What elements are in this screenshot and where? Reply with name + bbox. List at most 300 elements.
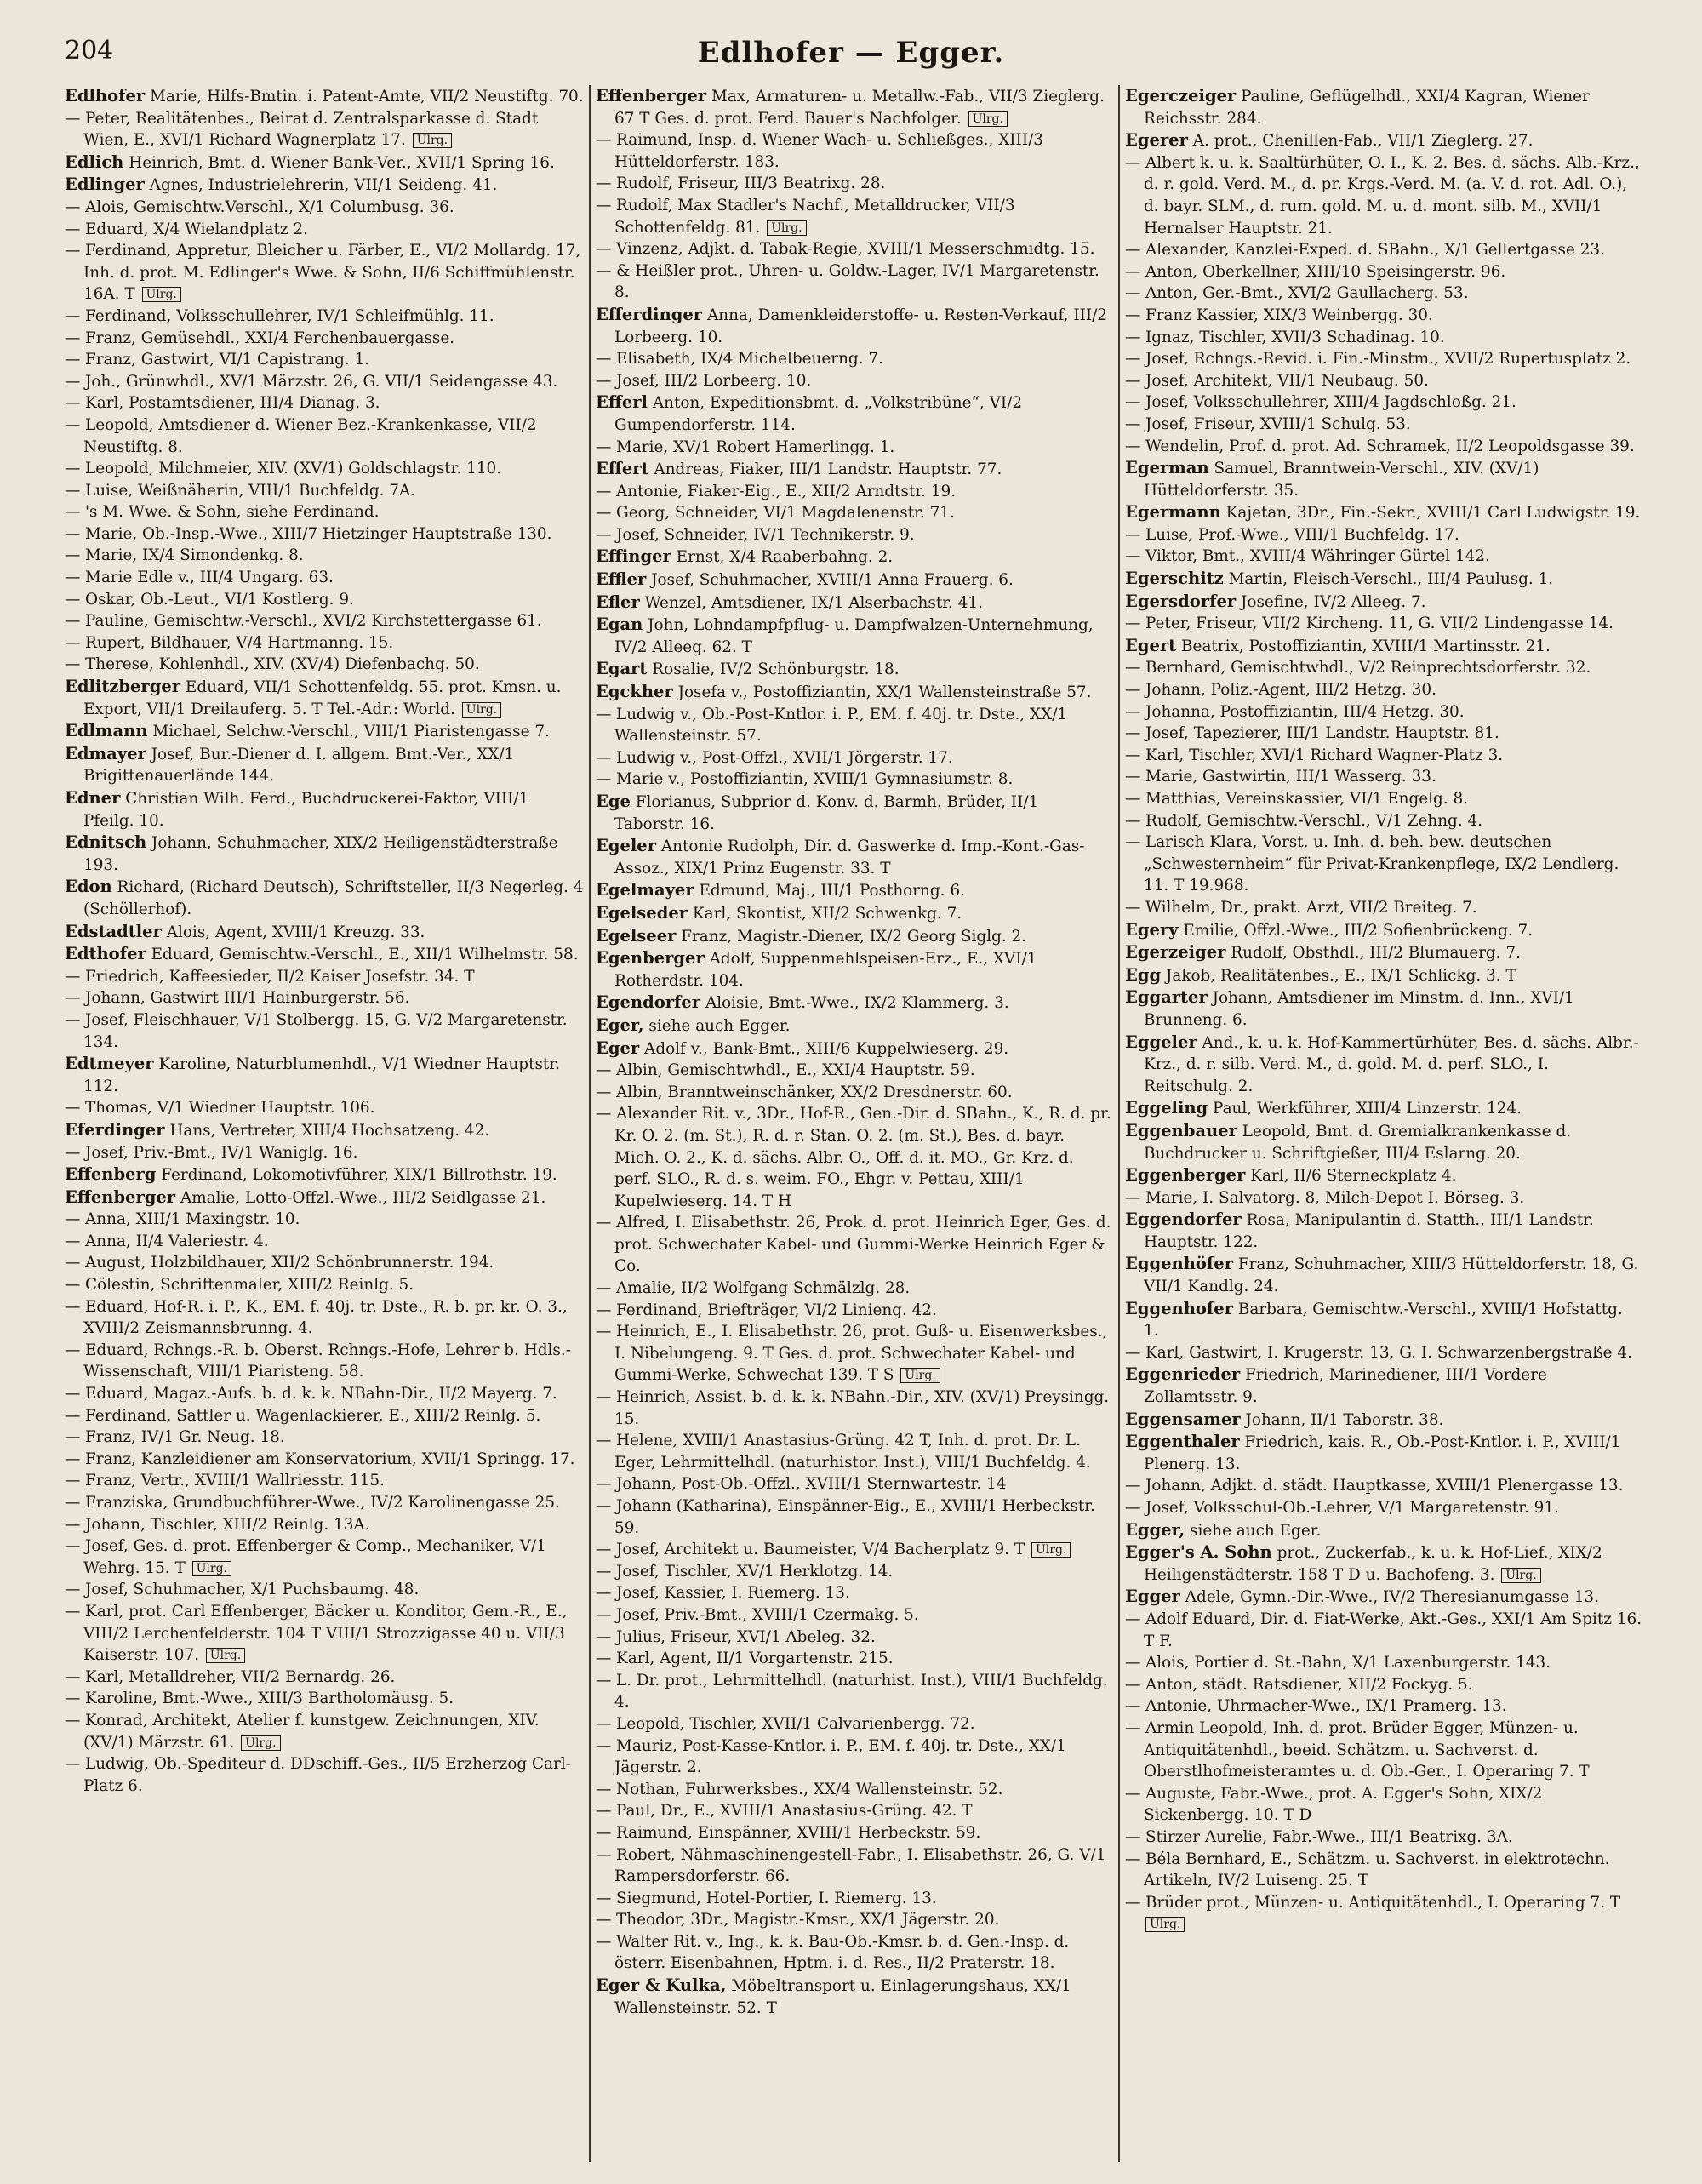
ditto-dash: — <box>596 1889 612 1907</box>
entry-text: Paul, Werkführer, XIII/4 Linzerstr. 124. <box>1213 1100 1522 1118</box>
entry-text: Robert, Nähmaschinengestell-Fabr., I. Elisabethstr. 26, G. V/1 Rampersdorferstr. 66. <box>614 1845 1106 1886</box>
directory-entry <box>1125 964 1642 987</box>
entry-text: Elisabeth, IX/4 Michelbeuerng. 7. <box>616 350 883 369</box>
entry-text: Antonie, Fiaker-Eig., E., XII/2 Arndtstr. 19. <box>616 482 957 500</box>
ditto-dash: — <box>65 1297 81 1316</box>
entry-text: Johann, Tischler, XIII/2 Reinlg. 13A. <box>85 1515 370 1534</box>
entry-text: Michael, Selchw.-Verschl., VIII/1 Piaristengasse 7. <box>152 723 550 741</box>
directory-entry <box>1125 283 1642 305</box>
directory-entry <box>1125 568 1642 591</box>
entry-surname: Eggenthaler <box>1125 1432 1240 1452</box>
entry-text: Bernhard, Gemischtwhdl., V/2 Reinprechtsdorferstr. 32. <box>1145 659 1591 677</box>
entry-text: Martin, Fleisch-Verschl., III/4 Paulusg. 1. <box>1228 570 1554 589</box>
ditto-dash: — <box>596 1780 612 1798</box>
ditto-dash: — <box>1125 437 1141 455</box>
entry-surname: Edlinger <box>65 174 145 195</box>
entry-surname: Egger <box>1125 1587 1180 1607</box>
directory-entry <box>1125 152 1642 239</box>
entry-text: Karl, Agent, II/1 Vorgartenstr. 215. <box>616 1649 894 1668</box>
entry-text: Marie, XV/1 Robert Hamerlingg. 1. <box>616 437 895 456</box>
ditto-dash: — <box>65 306 81 325</box>
entry-surname: Egger, <box>1125 1519 1185 1540</box>
entry-text: Helene, XVIII/1 Anastasius-Grüng. 42 T, Inh. d. prot. Dr. L. Eger, Lehrmittelhdl. (naturhistor. Inst.), VIII/1 Buchfeldg. 4. <box>614 1432 1091 1472</box>
entry-text: Leopold, Tischler, XVII/1 Calvarienbergg. 72. <box>616 1714 975 1733</box>
running-head: Edlhofer — Egger. <box>697 36 1005 70</box>
directory-entry <box>1125 1475 1642 1497</box>
ditto-dash: — <box>65 460 81 478</box>
entry-surname: Egger's A. Sohn <box>1125 1542 1272 1563</box>
ditto-dash: — <box>596 504 612 523</box>
entry-text: Johann, Post-Ob.-Offzl., XVIII/1 Sternwartestr. 14 <box>616 1475 1007 1494</box>
directory-columns <box>60 85 1649 2162</box>
ditto-dash: — <box>65 546 81 565</box>
directory-entry <box>596 1300 1113 1322</box>
directory-entry <box>596 614 1113 658</box>
entry-surname: Efferl <box>596 392 648 413</box>
directory-entry <box>65 197 584 219</box>
directory-entry <box>1125 1718 1642 1783</box>
directory-entry <box>596 704 1113 747</box>
entry-surname: Effler <box>596 569 647 590</box>
ditto-dash: — <box>1125 1477 1141 1495</box>
ditto-dash: — <box>1125 790 1141 808</box>
directory-entry <box>65 1405 584 1427</box>
entry-text: Alfred, I. Elisabethstr. 26, Prok. d. prot. Heinrich Eger, Ges. d. prot. Schwechater Kabel- und Gummi-Werke Heinrich Eger & Co. <box>614 1214 1111 1276</box>
entry-surname: Egan <box>596 615 643 635</box>
directory-entry <box>1125 1892 1642 1935</box>
entry-text: Florianus, Subprior d. Konv. d. Barmh. Brüder, II/1 Taborstr. 16. <box>614 793 1039 833</box>
entry-text: Agnes, Industrielehrerin, VII/1 Seideng. 41. <box>149 176 498 195</box>
entry-surname: Ege <box>596 792 631 811</box>
ditto-dash: — <box>596 350 612 369</box>
directory-entry <box>596 925 1113 948</box>
directory-entry <box>65 1231 584 1253</box>
entry-text: Leopold, Milchmeier, XIV. (XV/1) Goldschlagstr. 110. <box>85 460 502 478</box>
ditto-dash: — <box>1125 615 1141 633</box>
directory-entry <box>65 1535 584 1579</box>
entry-surname: Edtmeyer <box>65 1054 154 1074</box>
entry-text: Josef, Priv.-Bmt., IV/1 Waniglg. 16. <box>85 1143 358 1162</box>
directory-entry <box>1125 832 1642 897</box>
directory-entry <box>1125 745 1642 767</box>
directory-entry <box>1125 1097 1642 1120</box>
entry-text: Karl, Metalldreher, VII/2 Bernardg. 26. <box>85 1667 396 1686</box>
directory-entry <box>596 1038 1113 1061</box>
ditto-dash: — <box>1125 1850 1141 1868</box>
ditto-dash: — <box>596 174 612 193</box>
entry-text: Heinrich, Bmt. d. Wiener Bank-Ver., XVII/1 Spring 16. <box>129 153 555 172</box>
entry-text: Friedrich, kais. R., Ob.-Post-Kntlor. i. P., XVIII/1 Plenerg. 13. <box>1144 1433 1621 1473</box>
entry-surname: Egckher <box>596 682 673 702</box>
entry-text: Josef, Volksschul-Ob.-Lehrer, V/1 Margaretenstr. 91. <box>1145 1499 1559 1517</box>
directory-entry <box>596 1670 1113 1713</box>
entry-surname: Ednitsch <box>65 832 147 853</box>
entry-surname: Egendorfer <box>596 992 701 1013</box>
entry-text: Antonie Rudolph, Dir. d. Gaswerke d. Imp.-Kont.-Gas-Assoz., XIX/1 Prinz Eugenstr. 33. T <box>614 838 1085 878</box>
entry-text: Ferdinand, Sattler u. Wagenlackierer, E., XIII/2 Reinlg. 5. <box>85 1406 541 1425</box>
entry-text: Anton, Oberkellner, XIII/10 Speisingerstr. 96. <box>1145 262 1506 281</box>
page-header <box>60 36 1642 77</box>
ditto-dash: — <box>65 503 81 522</box>
ditto-dash: — <box>65 1755 81 1774</box>
directory-entry <box>1125 1120 1642 1164</box>
entry-text: Josef, III/2 Lorbeerg. 10. <box>616 371 812 390</box>
entry-text: Josef, Architekt, VII/1 Neubaug. 50. <box>1145 371 1429 390</box>
entry-text: Anna, Damenkleiderstoffe- u. Resten-Verkauf, III/2 Lorbeerg. 10. <box>614 306 1108 346</box>
entry-surname: Egelseder <box>596 902 688 923</box>
column-middle <box>589 85 1118 2162</box>
entry-surname: Eggarter <box>1125 987 1208 1008</box>
directory-entry <box>65 987 584 1009</box>
directory-entry <box>65 966 584 988</box>
ditto-dash: — <box>65 967 81 986</box>
ditto-dash: — <box>596 1323 612 1341</box>
entry-surname: Egery <box>1125 919 1179 940</box>
directory-entry <box>596 1975 1113 2019</box>
entry-text: Auguste, Fabr.-Wwe., prot. A. Egger's Sohn, XIX/2 Sickenbergg. 10. T D <box>1144 1784 1543 1825</box>
directory-entry <box>596 1648 1113 1670</box>
entry-text: Matthias, Vereinskassier, VI/1 Engelg. 8. <box>1145 790 1469 808</box>
directory-entry <box>596 835 1113 879</box>
entry-text: Johann, Poliz.-Agent, III/2 Hetzg. 30. <box>1145 681 1436 700</box>
directory-entry <box>596 392 1113 436</box>
ditto-dash: — <box>596 1562 612 1581</box>
entry-text: prot., Zuckerfab., k. u. k. Hof-Lief., XIX/2 Heiligenstädterstr. 158 T D u. Bachofeng. 3. <box>1144 1544 1602 1584</box>
ditto-dash: — <box>65 1385 81 1404</box>
entry-text: Jakob, Realitätenbes., E., IX/1 Schlickg. 3. T <box>1166 966 1516 985</box>
directory-entry <box>1125 546 1642 568</box>
directory-entry <box>65 306 584 328</box>
entry-surname: Eggenberger <box>1125 1165 1246 1186</box>
directory-entry <box>596 348 1113 370</box>
entry-text: & Heißler prot., Uhren- u. Goldw.-Lager, IV/1 Margaretenstr. 8. <box>614 261 1099 302</box>
directory-entry <box>1125 1586 1642 1609</box>
entry-text: Ferdinand, Briefträger, VI/2 Linieng. 42. <box>616 1301 937 1319</box>
entry-text: Friedrich, Kaffeesieder, II/2 Kaiser Josefstr. 34. T <box>85 967 475 986</box>
directory-entry <box>596 1212 1113 1278</box>
entry-text: Pauline, Gemischtw.-Verschl., XVI/2 Kirchstettergasse 61. <box>85 612 542 631</box>
ditto-dash: — <box>65 1449 81 1468</box>
directory-entry <box>1125 1431 1642 1475</box>
directory-entry <box>596 747 1113 769</box>
ditto-dash: — <box>65 220 81 238</box>
entry-text: A. prot., Chenillen-Fab., VII/1 Zieglerg. 27. <box>1192 132 1534 151</box>
reference-stamp: Ulrg. <box>241 1735 280 1751</box>
entry-text: Adele, Gymn.-Dir.-Wwe., IV/2 Theresianumgasse 13. <box>1185 1588 1599 1607</box>
entry-text: Alois, Agent, XVIII/1 Kreuzg. 33. <box>166 923 426 941</box>
ditto-dash: — <box>65 1689 81 1708</box>
directory-entry <box>65 1053 584 1097</box>
directory-entry <box>1125 457 1642 501</box>
ditto-dash: — <box>65 989 81 1008</box>
column-right <box>1118 85 1648 2162</box>
directory-entry <box>1125 414 1642 436</box>
ditto-dash: — <box>1125 1827 1141 1846</box>
ditto-dash: — <box>65 1276 81 1295</box>
directory-entry <box>596 524 1113 546</box>
ditto-dash: — <box>65 394 81 413</box>
entry-surname: Efferdinger <box>596 304 703 324</box>
entry-text: Friedrich, Marinediener, III/1 Vordere Zollamtsstr. 9. <box>1144 1366 1547 1407</box>
entry-surname: Eggenhöfer <box>1125 1254 1233 1274</box>
directory-entry <box>65 876 584 920</box>
entry-text: Marie, Gastwirtin, III/1 Wasserg. 33. <box>1145 768 1436 786</box>
directory-entry <box>1125 1827 1642 1849</box>
entry-text: Josef, Friseur, XVIII/1 Schulg. 53. <box>1145 415 1411 433</box>
entry-surname: Edlmann <box>65 721 148 741</box>
entry-text: Adolf, Suppenmehlspeisen-Erz., E., XVI/1 Rotherdstr. 104. <box>614 950 1037 990</box>
entry-text: Konrad, Architekt, Atelier f. kunstgew. Zeichnungen, XIV. (XV/1) Märzstr. 61. <box>83 1711 540 1752</box>
directory-entry <box>65 108 584 152</box>
directory-entry <box>1125 348 1642 370</box>
directory-entry <box>65 501 584 523</box>
entry-text: Ludwig v., Ob.-Post-Kntlor. i. P., EM. f. 40j. tr. Dste., XX/1 Wallensteinstr. 57. <box>614 705 1068 746</box>
entry-text: Armin Leopold, Inh. d. prot. Brüder Egger, Münzen- u. Antiquitätenhdl., beeid. Schätzm. u. Sachverst. d. Oberstlhofmeisteramtes u. d. Ob.-Ger., I. Operaring 7. T <box>1144 1718 1590 1781</box>
entry-text: Alois, Gemischtw.Verschl., X/1 Columbusg. 36. <box>85 197 454 216</box>
directory-entry <box>596 85 1113 129</box>
directory-entry <box>65 349 584 371</box>
ditto-dash: — <box>65 1515 81 1534</box>
entry-text: siehe auch Egger. <box>648 1016 791 1035</box>
directory-entry <box>65 240 584 306</box>
entry-surname: Eggendorfer <box>1125 1209 1242 1230</box>
entry-surname: Egg <box>1125 964 1162 985</box>
entry-text: Karl, Postamtsdiener, III/4 Dianag. 3. <box>85 394 380 413</box>
directory-entry <box>1125 1695 1642 1718</box>
directory-entry <box>596 1386 1113 1430</box>
entry-surname: Egerschitz <box>1125 569 1224 589</box>
ditto-dash: — <box>65 109 81 128</box>
ditto-dash: — <box>596 1475 612 1494</box>
directory-entry <box>596 481 1113 503</box>
entry-surname: Egerman <box>1125 458 1209 478</box>
directory-entry <box>1125 657 1642 679</box>
directory-entry <box>65 415 584 458</box>
entry-surname: Egeler <box>596 836 656 856</box>
entry-text: Eduard, Gemischtw.-Verschl., E., XII/1 Wilhelmstr. 58. <box>151 946 579 964</box>
ditto-dash: — <box>1125 898 1141 917</box>
entry-text: Josef, Bur.-Diener d. I. allgem. Bmt.-Ver., XX/1 Brigittenauerlände 144. <box>83 745 515 786</box>
ditto-dash: — <box>1125 350 1141 369</box>
ditto-dash: — <box>596 261 612 280</box>
entry-text: Josef, Tapezierer, III/1 Landstr. Hauptstr. 81. <box>1145 724 1499 743</box>
entry-surname: Egersdorfer <box>1125 591 1237 611</box>
directory-entry <box>1125 1164 1642 1187</box>
directory-entry <box>65 832 584 876</box>
entry-text: Alois, Portier d. St.-Bahn, X/1 Laxenburgerstr. 143. <box>1145 1654 1551 1672</box>
directory-entry <box>596 1103 1113 1212</box>
ditto-dash: — <box>596 1649 612 1668</box>
entry-text: Marie, IX/4 Simondenkg. 8. <box>85 546 304 565</box>
directory-entry <box>1125 501 1642 524</box>
entry-surname: Egelmayer <box>596 880 694 900</box>
ditto-dash: — <box>65 1232 81 1250</box>
ditto-dash: — <box>596 1301 612 1319</box>
ditto-dash: — <box>596 1214 612 1232</box>
directory-entry <box>1125 436 1642 458</box>
ditto-dash: — <box>65 1099 81 1118</box>
ditto-dash: — <box>596 1584 612 1603</box>
entry-surname: Effenberger <box>65 1186 176 1207</box>
ditto-dash: — <box>65 1210 81 1229</box>
entry-text: Ferdinand, Appretur, Bleicher u. Färber, E., VI/2 Mollardg. 17, Inh. d. prot. M. Edlinger's Wwe. & Sohn, II/6 Schiffmühlenstr. 16A. T <box>83 242 581 304</box>
ditto-dash: — <box>65 1711 81 1729</box>
directory-entry <box>596 569 1113 592</box>
entry-text: Rupert, Bildhauer, V/4 Hartmanng. 15. <box>85 633 394 652</box>
ditto-dash: — <box>1125 746 1141 764</box>
entry-text: Theodor, 3Dr., Magistr.-Kmsr., XX/1 Jägerstr. 20. <box>616 1911 1000 1930</box>
entry-text: Andreas, Fiaker, III/1 Landstr. Hauptstr. 77. <box>654 460 1002 479</box>
directory-entry <box>596 658 1113 681</box>
ditto-dash: — <box>1125 547 1141 566</box>
directory-entry <box>1125 1519 1642 1542</box>
directory-entry <box>596 437 1113 459</box>
directory-entry <box>596 1844 1113 1888</box>
ditto-dash: — <box>1125 1697 1141 1716</box>
directory-entry <box>1125 1342 1642 1364</box>
directory-entry <box>65 1753 584 1797</box>
ditto-dash: — <box>1125 1654 1141 1672</box>
entry-text: And., k. u. k. Hof-Kammertürhüter, Bes. d. sächs. Albr.-Krz., d. r. silb. Verd. M., d. gold. M. d. perf. SLO., I. Reitschulg. 2. <box>1144 1033 1639 1095</box>
ditto-dash: — <box>1125 371 1141 390</box>
entry-text: Vinzenz, Adjkt. d. Tabak-Regie, XVIII/1 Messerschmidtg. 15. <box>616 240 1095 259</box>
directory-entry <box>1125 635 1642 658</box>
directory-entry <box>596 260 1113 304</box>
entry-surname: Edlich <box>65 152 124 172</box>
reference-stamp: Ulrg. <box>767 220 806 236</box>
directory-entry <box>596 592 1113 615</box>
directory-entry <box>1125 613 1642 635</box>
directory-entry <box>1125 788 1642 810</box>
ditto-dash: — <box>596 748 612 767</box>
entry-text: Edmund, Maj., III/1 Posthorng. 6. <box>699 882 965 900</box>
entry-text: Stirzer Aurelie, Fabr.-Wwe., III/1 Beatrixg. 3A. <box>1145 1827 1513 1846</box>
ditto-dash: — <box>1125 724 1141 743</box>
ditto-dash: — <box>65 415 81 434</box>
entry-text: Anton, Expeditionsbmt. d. „Volkstribüne“, VI/2 Gumpendorferstr. 114. <box>614 394 1023 434</box>
directory-entry <box>65 1710 584 1753</box>
entry-surname: Egart <box>596 659 648 679</box>
entry-text: Marie, Ob.-Insp.-Wwe., XIII/7 Hietzinger Hauptstraße 130. <box>85 524 552 543</box>
entry-text: L. Dr. prot., Lehrmittelhdl. (naturhist. Inst.), VIII/1 Buchfeldg. 4. <box>614 1671 1108 1712</box>
entry-text: Möbeltransport u. Einlagerungshaus, XX/1 Wallensteinstr. 52. T <box>614 1977 1071 2017</box>
entry-text: Johanna, Postoffiziantin, III/4 Hetzg. 30. <box>1145 702 1465 721</box>
directory-entry <box>65 1579 584 1601</box>
ditto-dash: — <box>596 525 612 544</box>
entry-text: Heinrich, Assist. b. d. k. k. NBahn.-Dir., XIV. (XV/1) Preysingg. 15. <box>614 1388 1110 1428</box>
entry-surname: Edmayer <box>65 743 146 763</box>
directory-entry <box>1125 941 1642 964</box>
entry-text: 's M. Wwe. & Sohn, siehe Ferdinand. <box>85 503 380 522</box>
directory-entry <box>596 502 1113 524</box>
ditto-dash: — <box>596 705 612 723</box>
page-number: 204 <box>65 36 114 66</box>
entry-text: Richard, (Richard Deutsch), Schriftsteller, II/3 Negerleg. 4 (Schöllerhof). <box>83 878 584 918</box>
directory-entry <box>1125 1849 1642 1892</box>
directory-entry <box>596 1430 1113 1473</box>
ditto-dash: — <box>65 351 81 369</box>
directory-entry <box>65 720 584 743</box>
directory-entry <box>65 1688 584 1710</box>
directory-entry <box>65 371 584 393</box>
entry-text: Hans, Vertreter, XIII/4 Hochsatzeng. 42. <box>169 1121 490 1140</box>
entry-text: Peter, Friseur, VII/2 Kircheng. 11, G. VII/2 Lindengasse 14. <box>1145 615 1613 633</box>
reference-stamp: Ulrg. <box>142 287 181 302</box>
ditto-dash: — <box>65 1010 81 1029</box>
entry-text: Josef, Kassier, I. Riemerg. 13. <box>616 1584 850 1603</box>
directory-entry <box>596 1321 1113 1386</box>
entry-text: Viktor, Bmt., XVIII/4 Währinger Gürtel 142. <box>1145 547 1490 566</box>
ditto-dash: — <box>65 1341 81 1359</box>
ditto-dash: — <box>596 482 612 500</box>
entry-text: Kajetan, 3Dr., Fin.-Sekr., XVIII/1 Carl Ludwigstr. 19. <box>1225 504 1641 523</box>
directory-entry <box>1125 1364 1642 1408</box>
entry-text: Johann, Schuhmacher, XIX/2 Heiligenstädterstraße 193. <box>83 834 558 874</box>
directory-entry <box>596 1278 1113 1300</box>
reference-stamp: Ulrg. <box>900 1368 940 1383</box>
entry-text: Adolf Eduard, Dir. d. Fiat-Werke, Akt.-Ges., XXI/1 Am Spitz 16. T F. <box>1144 1609 1642 1650</box>
ditto-dash: — <box>596 1845 612 1864</box>
ditto-dash: — <box>1125 525 1141 544</box>
directory-entry <box>1125 370 1642 392</box>
entry-text: Max, Armaturen- u. Metallw.-Fab., VII/3 Zieglerg. 67 T Ges. d. prot. Ferd. Bauer's Nachfolger. <box>614 88 1105 128</box>
directory-entry <box>596 1495 1113 1539</box>
directory-entry <box>596 1015 1113 1038</box>
entry-text: Mauriz, Post-Kasse-Kntlor. i. P., EM. f. 40j. tr. Dste., XX/1 Jägerstr. 2. <box>614 1736 1066 1777</box>
entry-text: Josef, Rchngs.-Revid. i. Fin.-Minstm., XVII/2 Rupertusplatz 2. <box>1145 350 1631 369</box>
directory-entry <box>1125 810 1642 832</box>
ditto-dash: — <box>65 1494 81 1512</box>
entry-text: Marie v., Postoffiziantin, XVIII/1 Gymnasiumstr. 8. <box>616 770 1014 789</box>
entry-text: Franz, Magistr.-Diener, IX/2 Georg Siglg. 2. <box>681 927 1027 946</box>
directory-entry <box>65 921 584 944</box>
directory-entry <box>596 304 1113 348</box>
directory-entry <box>1125 701 1642 723</box>
directory-entry <box>1125 1783 1642 1827</box>
entry-text: Oskar, Ob.-Leut., VI/1 Kostlerg. 9. <box>85 590 354 609</box>
directory-entry <box>65 480 584 502</box>
ditto-dash: — <box>1125 1343 1141 1362</box>
ditto-dash: — <box>1125 306 1141 324</box>
entry-text: Rudolf, Friseur, III/3 Beatrixg. 28. <box>616 174 886 193</box>
directory-entry <box>65 523 584 546</box>
ditto-dash: — <box>596 1911 612 1930</box>
entry-text: Rudolf, Max Stadler's Nachf., Metalldrucker, VII/3 Schottenfeldg. 81. <box>614 196 1015 237</box>
entry-text: Josef, Architekt u. Baumeister, V/4 Bacherplatz 9. T <box>616 1541 1025 1559</box>
directory-entry <box>596 129 1113 173</box>
directory-entry <box>596 195 1113 238</box>
ditto-dash: — <box>596 1497 612 1515</box>
entry-text: Alexander Rit. v., 3Dr., Hof-R., Gen.-Dir. d. SBahn., K., R. d. pr. Kr. O. 2. (m. St.), R. d. r. Stan. O. 2. (m. St.), Bes. d. bayr. Mich. O. 2., K. d. sächs. Albr. O., Off. d. it. MO., Gr. Krz. d. perf. SLO., R. d. s. weim. FO., Ehgr. v. Pettau, XIII/1 Kupelwieserg. 14. T H <box>614 1105 1111 1210</box>
ditto-dash: — <box>65 524 81 543</box>
entry-text: Rudolf, Obsthdl., III/2 Blumauerg. 7. <box>1231 944 1521 963</box>
ditto-dash: — <box>65 1667 81 1686</box>
directory-entry <box>65 1470 584 1492</box>
ditto-dash: — <box>1125 702 1141 721</box>
directory-entry <box>65 943 584 966</box>
entry-text: Franz, Gemüsehdl., XXI/4 Ferchenbauergasse. <box>85 329 455 347</box>
entry-text: Marie, Hilfs-Bmtin. i. Patent-Amte, VII/2 Neustiftg. 70. <box>150 88 584 106</box>
directory-entry <box>596 1800 1113 1822</box>
entry-text: Barbara, Gemischtw.-Verschl., XVIII/1 Hofstattg. 1. <box>1144 1300 1623 1341</box>
entry-surname: Egert <box>1125 635 1177 655</box>
directory-entry <box>65 1163 584 1186</box>
entry-text: Heinrich, E., I. Elisabethstr. 26, prot. Guß- u. Eisenwerksbes., I. Nibelungeng. 9. T Ges. d. prot. Schwechater Kabel- und Gummi-Werke, Schwechat 139. T S <box>614 1323 1108 1385</box>
directory-entry <box>1125 1674 1642 1696</box>
entry-text: Pauline, Geflügelhdl., XXI/4 Kagran, Wiener Reichsstr. 284. <box>1144 88 1590 128</box>
directory-entry <box>1125 679 1642 701</box>
directory-entry <box>1125 766 1642 788</box>
